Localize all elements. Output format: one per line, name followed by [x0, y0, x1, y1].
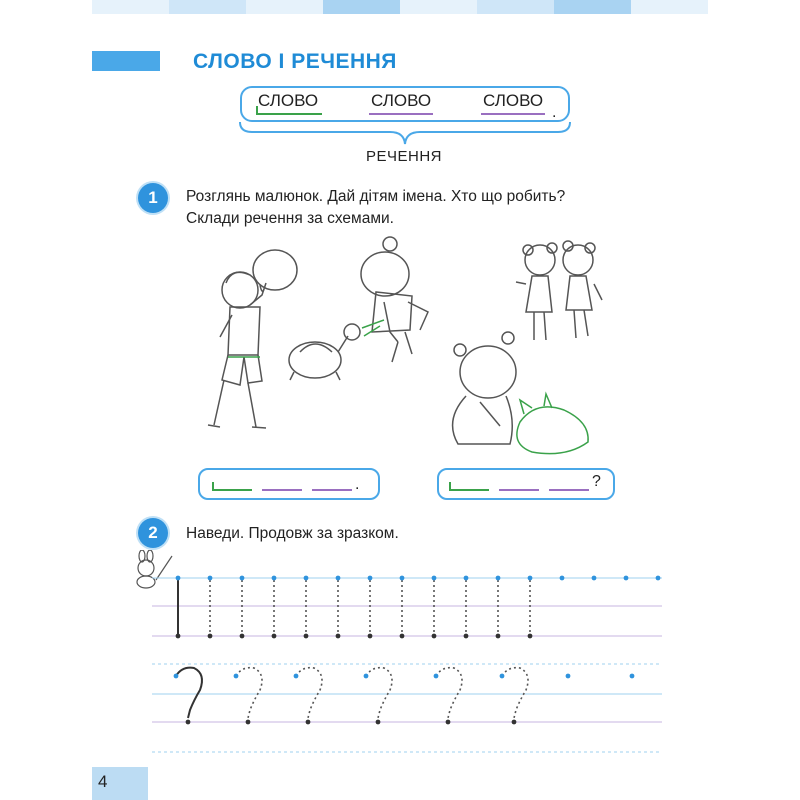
scheme-word-2: СЛОВО [371, 91, 432, 110]
practice-row-2-strokes [174, 668, 635, 725]
page-title: СЛОВО І РЕЧЕННЯ [193, 50, 397, 73]
task2-instruction: Наведи. Продовж за зразком. [186, 525, 399, 542]
practice-row-2-guides [152, 664, 662, 722]
answer-scheme-2-end-mark: ? [592, 473, 601, 490]
practice-row-1-guides [152, 578, 662, 636]
sentence-label: РЕЧЕННЯ [366, 148, 443, 165]
answer-scheme-1-end-mark: . [355, 476, 360, 493]
page-number: 4 [98, 772, 108, 791]
task1-instruction-line2: Склади речення за схемами. [186, 210, 394, 227]
scheme-word-1: СЛОВО [258, 91, 319, 110]
task-number-1: 1 [138, 183, 168, 213]
scheme-end-mark: . [552, 104, 557, 121]
scheme-word-3: СЛОВО [483, 91, 544, 110]
task1-instruction-line1: Розглянь малюнок. Дай дітям імена. Хто що робить? [186, 188, 566, 205]
task-number-2: 2 [138, 518, 168, 548]
practice-row-1-strokes [176, 576, 661, 639]
